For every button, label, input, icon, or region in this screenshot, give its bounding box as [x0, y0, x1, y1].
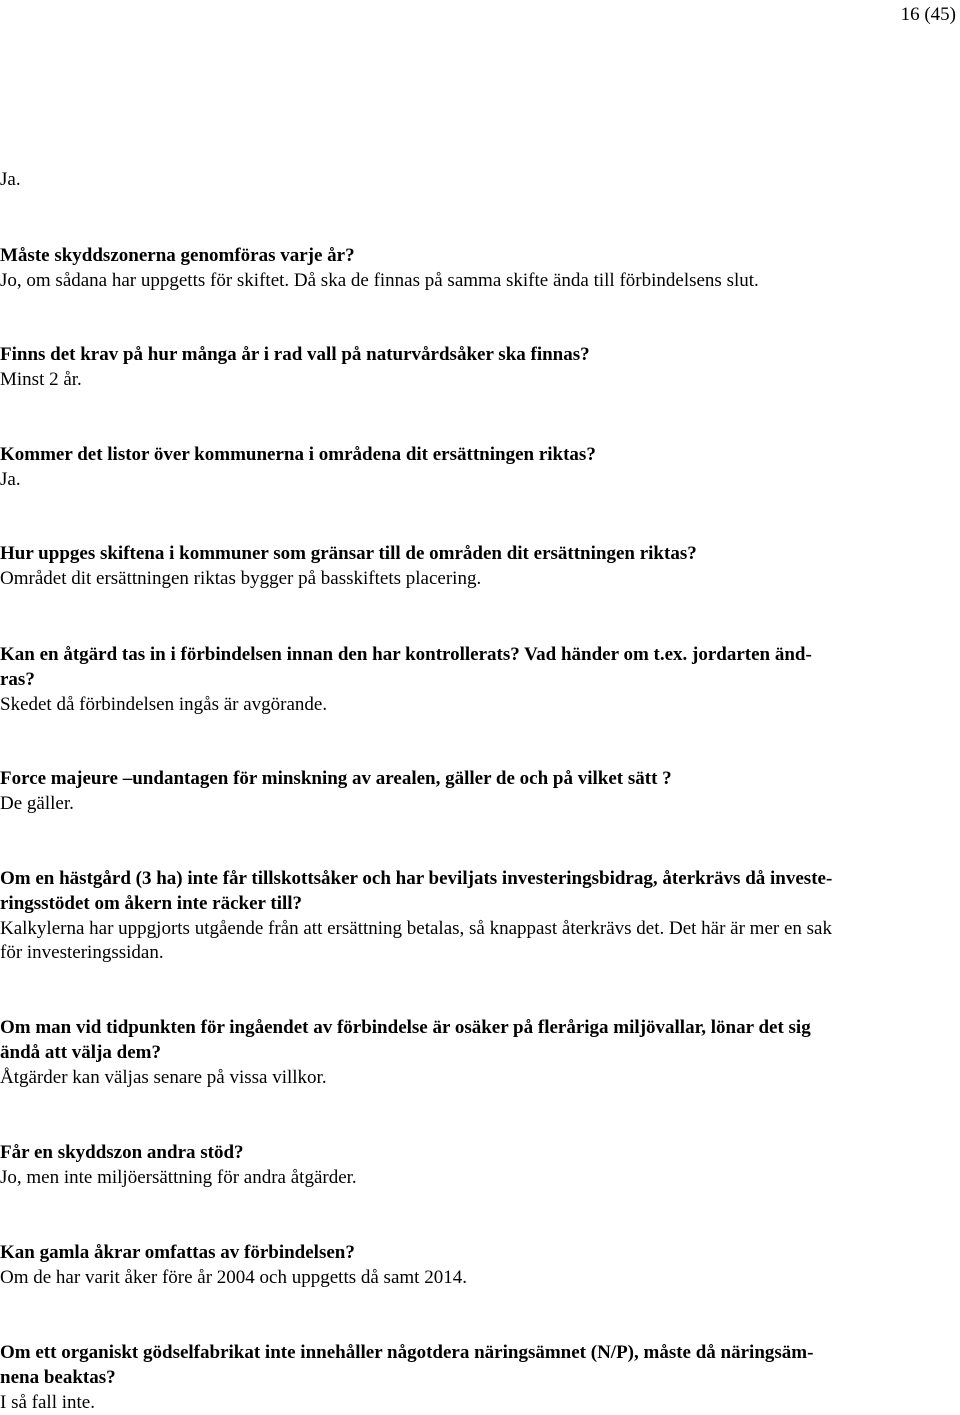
question-text: [0, 1016, 940, 1066]
qa-block: [0, 1341, 940, 1415]
question-text: Force majeure –undantagen för minskning av arealen, gäller de och på vilket sätt ?: [0, 768, 672, 789]
question-line-1: Om man vid tidpunkten för ingåendet av förbindelse är osäker på fleråriga miljövallar, lönar det sig: [0, 1017, 811, 1038]
answer-text: Jo, men inte miljöersättning för andra åtgärder.: [0, 1166, 357, 1188]
answer-text: Området dit ersättningen riktas bygger på basskiftets placering.: [0, 567, 482, 589]
question-line-2: nena beaktas?: [0, 1366, 116, 1388]
answer-text: Om de har varit åker före år 2004 och uppgetts då samt 2014.: [0, 1266, 467, 1288]
qa-block: [0, 1016, 940, 1090]
intro-answer-block: [0, 168, 940, 193]
question-line-2: ändå att välja dem?: [0, 1041, 161, 1063]
page-number: 16 (45): [900, 4, 956, 25]
question-line-2: ras?: [0, 668, 35, 690]
answer-text: Jo, om sådana har uppgetts för skiftet. Då ska de finnas på samma skifte ända till förbindelsens slut.: [0, 269, 759, 291]
question-text: Kan gamla åkrar omfattas av förbindelsen?: [0, 1242, 355, 1263]
qa-block: [0, 443, 940, 493]
qa-block: [0, 343, 940, 393]
qa-block: [0, 1141, 940, 1191]
question-line-1: Kan en åtgärd tas in i förbindelsen innan den har kontrollerats? Vad händer om t.ex. jordarten änd-: [0, 644, 812, 665]
answer-line-1: Kalkylerna har uppgjorts utgående från att ersättning betalas, så knappast återkrävs det. Det här är mer en sak: [0, 917, 832, 939]
answer-text: I så fall inte.: [0, 1391, 95, 1413]
question-text: Måste skyddszonerna genomföras varje år?: [0, 245, 355, 266]
question-text: Finns det krav på hur många år i rad vall på naturvårdsåker ska finnas?: [0, 344, 590, 365]
qa-block: [0, 244, 940, 294]
qa-block: [0, 767, 940, 817]
question-text: [0, 867, 940, 917]
answer-text: Skedet då förbindelsen ingås är avgörande.: [0, 693, 328, 715]
qa-block: [0, 1241, 940, 1291]
answer-line-2: för investeringssidan.: [0, 942, 164, 964]
question-text: Hur uppges skiftena i kommuner som gränsar till de områden dit ersättningen riktas?: [0, 543, 697, 564]
answer-text: De gäller.: [0, 792, 74, 814]
qa-block: [0, 542, 940, 592]
answer-text: Minst 2 år.: [0, 368, 82, 390]
answer-text: Åtgärder kan väljas senare på vissa villkor.: [0, 1066, 327, 1088]
question-line-1: Om ett organiskt gödselfabrikat inte innehåller någotdera näringsämnet (N/P), måste då näringsäm-: [0, 1342, 814, 1363]
question-text: [0, 643, 940, 693]
answer-text: [0, 917, 940, 967]
question-text: Får en skyddszon andra stöd?: [0, 1142, 244, 1163]
question-line-2: ringsstödet om åkern inte räcker till?: [0, 892, 303, 914]
question-text: Kommer det listor över kommunerna i områdena dit ersättningen riktas?: [0, 444, 596, 465]
answer-text: Ja.: [0, 169, 21, 190]
qa-block: [0, 867, 940, 966]
answer-text: Ja.: [0, 468, 21, 490]
qa-block: [0, 643, 940, 717]
question-line-1: Om en hästgård (3 ha) inte får tillskottsåker och har beviljats investeringsbidrag, återkrävs då investe-: [0, 868, 833, 889]
question-text: [0, 1341, 940, 1391]
